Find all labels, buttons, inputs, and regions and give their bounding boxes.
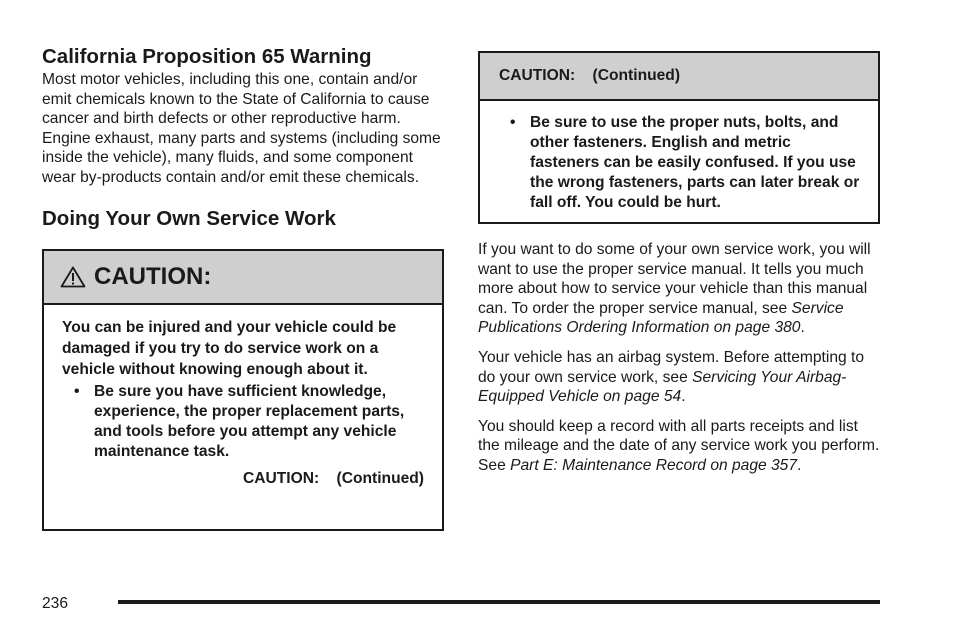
caution-continued-box bbox=[478, 51, 880, 224]
section-title-service-work: Doing Your Own Service Work bbox=[42, 206, 336, 230]
caution-intro: You can be injured and your vehicle could be damaged if you try to do service work on a vehicle without knowing enough about it. bbox=[62, 318, 397, 378]
caution-continued-bullet bbox=[498, 113, 860, 213]
paragraph-text: Your vehicle has an airbag system. Before attempting to do your own service work, see bbox=[478, 348, 865, 386]
caution-body bbox=[44, 305, 442, 488]
bullet-symbol: • bbox=[510, 114, 516, 131]
servicing-airbag-link[interactable]: Servicing Your Airbag-Equipped Vehicle on page 54 bbox=[478, 368, 847, 406]
service-publications-link[interactable]: Service Publications Ordering Information on page 380 bbox=[478, 299, 844, 337]
paragraph-end: . bbox=[681, 388, 686, 406]
maintenance-record-paragraph bbox=[478, 417, 880, 476]
bullet-symbol: • bbox=[74, 382, 80, 400]
section-title-prop65: California Proposition 65 Warning bbox=[42, 45, 372, 68]
caution-continued-header: CAUTION: (Continued) bbox=[480, 53, 878, 101]
caution-title: CAUTION: bbox=[94, 262, 212, 290]
caution-header bbox=[44, 251, 442, 305]
left-column bbox=[42, 44, 446, 531]
prop65-text: Most motor vehicles, including this one, contain and/or emit chemicals known to the State of California to cause cancer and birth defects or other reproductive harm. Engine exhaust, many parts and systems (including some inside the vehicle), many fluids, and some component wear by-products contain and/or emit these chemicals. bbox=[42, 71, 441, 186]
service-paragraphs bbox=[478, 240, 880, 476]
caution-box bbox=[42, 249, 444, 531]
caution-bullet-text: Be sure you have sufficient knowledge, experience, the proper replacement parts, and tools before you attempt any vehicle maintenance task. bbox=[94, 382, 405, 460]
maintenance-record-link[interactable]: Part E: Maintenance Record on page 357 bbox=[510, 456, 798, 474]
caution-continued-bullet-text: Be sure to use the proper nuts, bolts, and other fasteners. English and metric fasteners can be easily confused. If you use the wrong fasteners, parts can later break or fall off. You could be hurt. bbox=[530, 114, 860, 211]
warning-triangle-icon bbox=[60, 266, 86, 288]
footer-rule bbox=[118, 600, 880, 604]
page-number: 236 bbox=[42, 595, 69, 612]
airbag-paragraph bbox=[478, 348, 880, 407]
paragraph-end: . bbox=[797, 456, 802, 474]
paragraph-text: You should keep a record with all parts receipts and list the mileage and the date of any service work you perform. See bbox=[478, 417, 880, 474]
caution-continued-body bbox=[480, 101, 878, 213]
caution-continued-label: CAUTION: (Continued) bbox=[242, 469, 424, 487]
caution-bullet bbox=[62, 382, 424, 462]
paragraph-text: If you want to do some of your own service work, you will want to use the proper service manual. It tells you much more about how to service your vehicle than this manual can. To order the proper service manual, see bbox=[478, 241, 871, 317]
service-manual-paragraph bbox=[478, 240, 880, 338]
right-column bbox=[478, 51, 880, 476]
paragraph-end: . bbox=[800, 319, 805, 337]
